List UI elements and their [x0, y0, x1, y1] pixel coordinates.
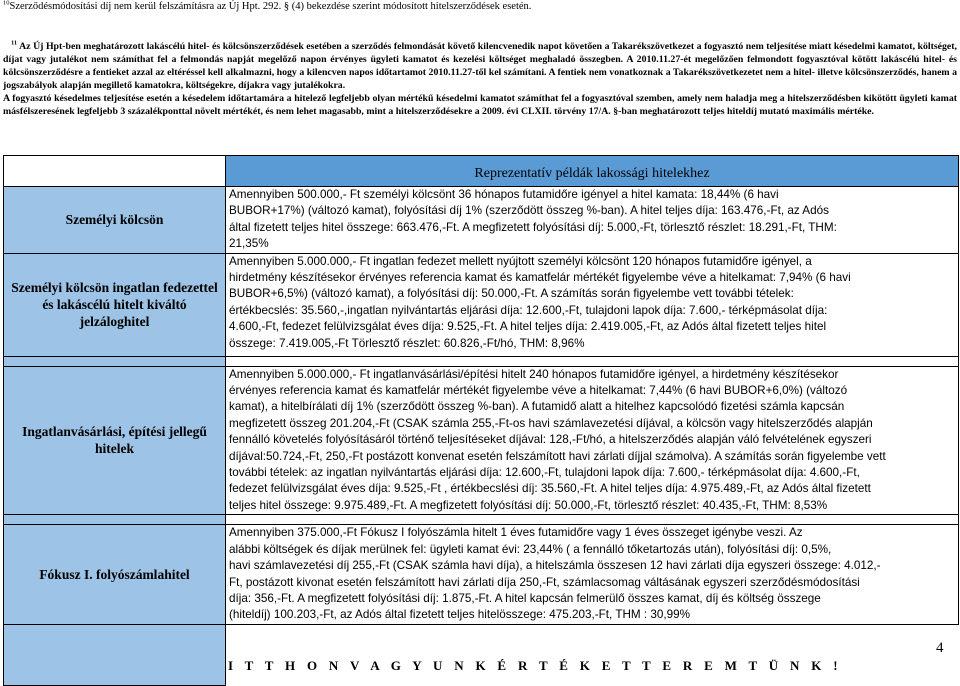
- category-spacer: [4, 356, 226, 366]
- category-cell: Személyi kölcsön ingatlan fedezettel és lakáscélú hitelt kiváltó jelzáloghitel: [4, 253, 226, 356]
- footnote-marker: 11: [11, 39, 18, 47]
- description-line: BUBOR+6,5%) (változó kamat), a folyósítási díj: 50.000,-Ft. A számítás során figyelembe vett további tételek:: [229, 287, 794, 301]
- page-number: 4: [936, 640, 944, 656]
- description-line: megfizetett összeg 201.204,-Ft (CSAK számla 255,-Ft-os havi számlavezetési díjával, a kölcsön vagy hitelszerződés alapján: [229, 416, 873, 430]
- footnote-paragraph: [3, 40, 957, 92]
- category-filler: [4, 624, 226, 685]
- description-line: teljes hitel összege: 9.975.489,-Ft. A megfizetett folyósítási díj: 50.000,-Ft, törlesztő részlet: 40.435,-Ft, THM: 8,53%: [229, 498, 828, 512]
- description-line: Amennyiben 5.000.000,- Ft ingatlanvásárlási/építési hitelt 240 hónapos futamidőre igényel, a hirdetmény készítésekor: [229, 367, 839, 381]
- category-spacer: [4, 515, 226, 525]
- description-line: Amennyiben 375.000,-Ft Fókusz I folyószámla hitelt 1 éves futamidőre vagy 1 éves összeget igénybe veszi. Az: [229, 526, 803, 540]
- table-row: [4, 525, 959, 624]
- footnote-marker: 10: [3, 0, 10, 7]
- footnote-11: [3, 40, 957, 119]
- category-cell: Ingatlanvásárlási, építési jellegű hitelek: [4, 366, 226, 515]
- representative-examples-table: [3, 155, 959, 686]
- footnote-text: A fogyasztó késedelmes teljesítése esetén a késedelem időtartamára a hitelező legfeljebb olyan mértékű késedelmi kamatot számíthat fel a fogyasztóval szemben, amely nem haladja meg a hitelszerződésben kikötött ügyleti kamat másfélszeresének legfeljebb 3 százalékponttal növelt mértékét, és nem lehet magasabb, mint a hitelszerződésekre a 2009. évi CLXII. törvény 17/A. §-ban meghatározott teljes hiteldíj mutató maximális mértéke.: [3, 93, 957, 118]
- description-line: BUBOR+17%) (változó kamat), folyósítási díj 1% (szerződött összeg %-ban). A hitel teljes díja: 163.476,-Ft, az Adós: [229, 204, 829, 218]
- table-row: [4, 366, 959, 515]
- description-spacer: [226, 515, 959, 525]
- description-line: 4.600,-Ft, fedezet felülvizsgálat éves díja: 9.525,-Ft. A hitel teljes díja: 2.419.005,-Ft, az Adós által fizetett teljes hitel: [229, 320, 827, 334]
- description-line: hirdetmény készítésekor érvényes referencia kamat és kamatfelár mértékét figyelembe véve a hitelkamat: 7,94% (6 havi: [229, 271, 851, 285]
- category-cell: Fókusz I. folyószámlahitel: [4, 525, 226, 624]
- description-line: (hiteldíj) 100.203,-Ft, az Adós által fizetett teljes hitelösszege: 475.203,-Ft, THM : 30,99%: [229, 608, 691, 622]
- description-line: havi számlavezetési díj 255,-Ft (CSAK számla havi díja), a hitelszámla összesen 12 havi zárlati díja egyszeri összege: 4.012,-: [229, 559, 881, 573]
- table-header-blank: [4, 156, 226, 187]
- table-title: Reprezentatív példák lakossági hitelekhez: [226, 156, 959, 187]
- description-cell: [226, 253, 959, 356]
- description-line: fedezet felülvizsgálat éves díja: 9.525,-Ft , értékbecslési díj: 35.560,-Ft. A hitel teljes díja: 4.975.489,-Ft, az Adós által fizetett: [229, 482, 871, 496]
- description-line: díjával:50.724,-Ft, 250,-Ft postázott konvenat esetén felszámított havi zárlati díjjal számolva). A számítás során figyelembe vett: [229, 449, 886, 463]
- description-spacer: [226, 356, 959, 366]
- description-line: Amennyiben 5.000.000,- Ft ingatlan fedezet mellett nyújtott személyi kölcsönt 120 hónapos futamidőre igényel, a: [229, 254, 812, 268]
- table-row: [4, 187, 959, 254]
- footnote-text: Az Új Hpt-ben meghatározott lakáscélú hitel- és kölcsönszerződések esetében a szerződés felmondását követő kilencvenedik napot követően a Takarékszövetkezet a fogyasztó nem teljesítése miatt késedelmi kamatot, költséget, díjat vagy jutalékot nem számíthat fel a felmondás napját megelőző napon érvényes ügyleti kamatot és kezelési költséget meghaladó összegben. A 2010.11.27-ét megelőzően felmondott fogyasztóval kötött lakáscélú hitel- és kölcsönszerződésre a fentieket azzal az eltéréssel kell alkalmazni, hogy a kilencven napos időtartamot 2010.11.27-től kel számítani. A fentiek nem vonatkoznak a Takarékszövetkezetet nem a hitel- illetve kölcsönszerződés, hanem a jogszabályok alapján megillető kamatokra, költségekre, díjakra vagy jutalékokra.: [3, 41, 957, 92]
- table-bottom-filler: [4, 624, 959, 685]
- table-separator: [4, 356, 959, 366]
- description-line: kamat), a hitelbírálati díj 1% (szerződött összeg %-ban). A futamidő alatt a hitelhez kapcsolódó fizetési számla kapcsán: [229, 400, 845, 414]
- description-line: által fizetett teljes hitel összege: 663.476,-Ft. A megfizetett folyósítási díj: 5.000,-Ft, törlesztő részlet: 18.291,-Ft, THM:: [229, 220, 837, 234]
- description-line: összege: 7.419.005,-Ft Törlesztő részlet: 60.826,-Ft/hó, THM: 8,96%: [229, 336, 585, 350]
- table-separator: [4, 515, 959, 525]
- footnote-text: Szerződésmódosítási díj nem kerül felszámításra az Új Hpt. 292. § (4) bekezdése szerint módosított hitelszerződések esetén.: [9, 1, 532, 12]
- description-filler: [226, 624, 959, 685]
- description-line: Amennyiben 500.000,- Ft személyi kölcsönt 36 hónapos futamidőre igényel a hitel kamata: 18,44% (6 havi: [229, 188, 779, 201]
- description-line: érvényes referencia kamat és kamatfelár mértékét figyelembe véve a hitelkamat: 7,44% (6 havi BUBOR+6,0%) (változó: [229, 384, 848, 398]
- footer-slogan: I T T H O N V A G Y U N K É R T É K E T T E R E M T Ü N K !: [228, 658, 842, 673]
- description-line: Ft, postázott kivonat esetén felszámított havi zárlati díja 250,-Ft, számlacsomag váltásának egyszeri szerződésmódosítási: [229, 575, 860, 589]
- description-cell: [226, 366, 959, 515]
- description-line: 21,35%: [229, 237, 269, 251]
- table-row: [4, 253, 959, 356]
- footnote-paragraph: [3, 92, 957, 118]
- description-line: további tételek: az ingatlan nyilvántartás eljárási díja: 12.600,-Ft, tulajdoni lapok díja: 7.600,- térképmásolat díja: 4.600,-Ft,: [229, 466, 860, 480]
- footnote-10: [3, 0, 531, 13]
- description-line: fennálló követelés folyósításáról történő teljesítéseket díjával: 128,-Ft/hó, a hitelszerződés alapján váló felvételének egyszeri: [229, 433, 872, 447]
- description-cell: [226, 187, 959, 254]
- description-line: alábbi költségek és díjak merülnek fel: ügyleti kamat évi: 23,44% ( a fennálló tőketartozás után), folyósítási díj: 0,5%,: [229, 542, 832, 556]
- description-line: értékbecslés: 35.560,-,ingatlan nyilvántartás eljárási díja: 12.600,-Ft, tulajdoni lapok díja: 7.600,- térképmásolat díja:: [229, 303, 828, 317]
- description-cell: [226, 525, 959, 624]
- description-line: díja: 356,-Ft. A megfizetett folyósítási díj: 1.875,-Ft. A hitel kapcsán felmerülő összes kamat, díj és költség összege: [229, 591, 821, 605]
- category-cell: Személyi kölcsön: [4, 187, 226, 254]
